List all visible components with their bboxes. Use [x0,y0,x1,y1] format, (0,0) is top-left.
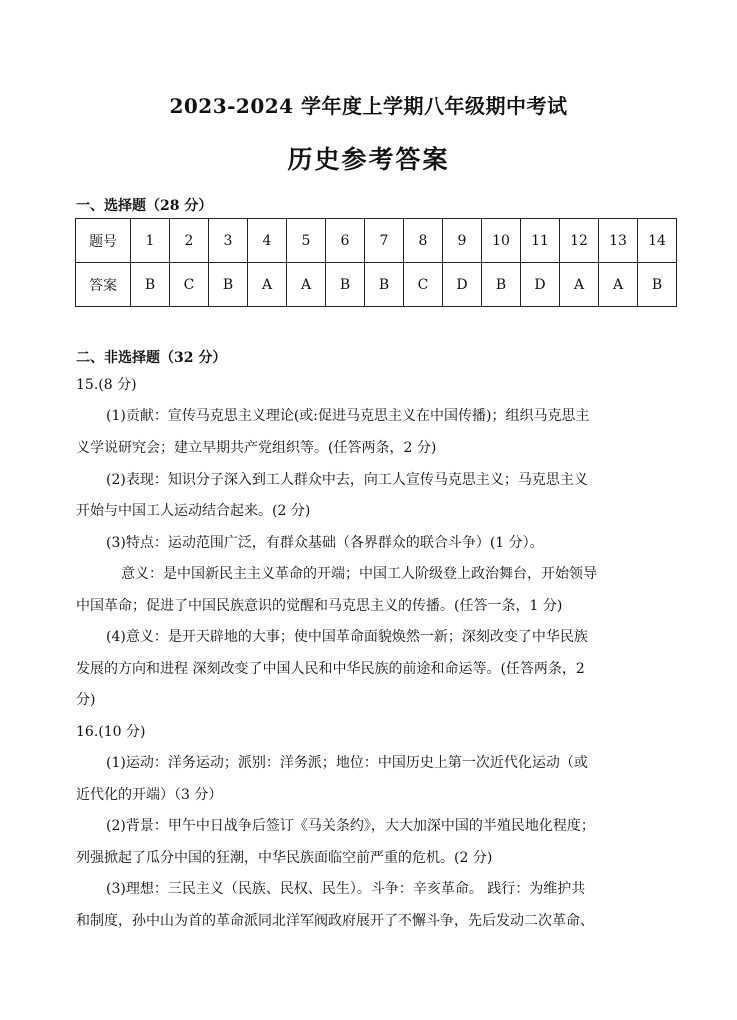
exam-title: 2023-2024 学年度上学期八年级期中考试 [169,94,568,118]
answer-text-line: (1)运动：洋务运动；派别：洋务派；地位：中国历史上第一次近代化运动（或 [106,755,588,771]
section-multiple-choice-heading: 一、选择题（28 分） [76,198,213,214]
row-label-question-number: 题号 [76,219,131,263]
question-number: 5 [287,219,326,263]
answer-cell: B [131,263,170,307]
question-number: 2 [170,219,209,263]
question-number: 9 [443,219,482,263]
question-number: 8 [404,219,443,263]
question-number: 3 [209,219,248,263]
question-number: 7 [365,219,404,263]
answer-cell: B [638,263,677,307]
question-number: 13 [599,219,638,263]
question-number: 10 [482,219,521,263]
answer-text-line: 分) [76,692,96,708]
question-number: 6 [326,219,365,263]
answer-cell: B [365,263,404,307]
answer-text-line: 列强掀起了瓜分中国的狂潮，中华民族面临空前严重的危机。(2 分) [76,850,493,866]
answer-cell: C [170,263,209,307]
answer-table [75,218,677,307]
answer-cell: A [560,263,599,307]
answer-text-line: (3)理想：三民主义（民族、民权、民生）。斗争：辛亥革命。 践行：为维护共 [106,881,586,897]
question-header: 15.(8 分) [76,377,137,393]
answer-cell: B [482,263,521,307]
question-number: 11 [521,219,560,263]
answer-text-line: 中国革命；促进了中国民族意识的觉醒和马克思主义的传播。(任答一条，1 分) [76,598,563,614]
answer-text-line: 义学说研究会；建立早期共产党组织等。(任答两条，2 分) [76,440,437,456]
answer-text-line: (3)特点：运动范围广泛，有群众基础（各界群众的联合斗争）(1 分）。 [106,535,544,551]
answer-cell: B [326,263,365,307]
answer-text-line: 近代化的开端）（3 分） [76,787,223,803]
question-number: 4 [248,219,287,263]
answer-text-line: (2)背景：甲午中日战争后签订《马关条约》，大大加深中国的半殖民地化程度； [106,818,595,834]
question-number: 14 [638,219,677,263]
answer-text-line: (4)意义：是开天辟地的大事；使中国革命面貌焕然一新；深刻改变了中华民族 [106,629,588,645]
answer-cell: B [209,263,248,307]
question-number: 1 [131,219,170,263]
answer-text-line: (2)表现：知识分子深入到工人群众中去，向工人宣传马克思主义；马克思主义 [106,472,588,488]
answer-cell: A [287,263,326,307]
question-number: 12 [560,219,599,263]
question-header: 16.(10 分) [76,724,146,740]
answer-text-line: 开始与中国工人运动结合起来。(2 分) [76,503,311,519]
answer-cell: C [404,263,443,307]
answer-text-line: 意义：是中国新民主主义革命的开端；中国工人阶级登上政治舞台，开始领导 [121,566,597,582]
answer-cell: D [443,263,482,307]
answer-text-line: 发展的方向和进程 深刻改变了中国人民和中华民族的前途和命运等。(任答两条，2 [76,661,585,677]
answer-text-line: 和制度，孙中山为首的革命派同北洋军阀政府展开了不懈斗争，先后发动二次革命、 [76,913,594,929]
question-number-row [76,219,677,263]
answer-text-line: (1)贡献：宣传马克思主义理论(或:促进马克思主义在中国传播)；组织马克思主 [106,408,590,424]
answer-cell: A [599,263,638,307]
section-non-choice-heading: 二、非选择题（32 分） [76,350,227,366]
answer-cell: A [248,263,287,307]
answer-cell: D [521,263,560,307]
answer-row [76,263,677,307]
answer-key-title: 历史参考答案 [287,145,450,174]
row-label-answer: 答案 [76,263,131,307]
